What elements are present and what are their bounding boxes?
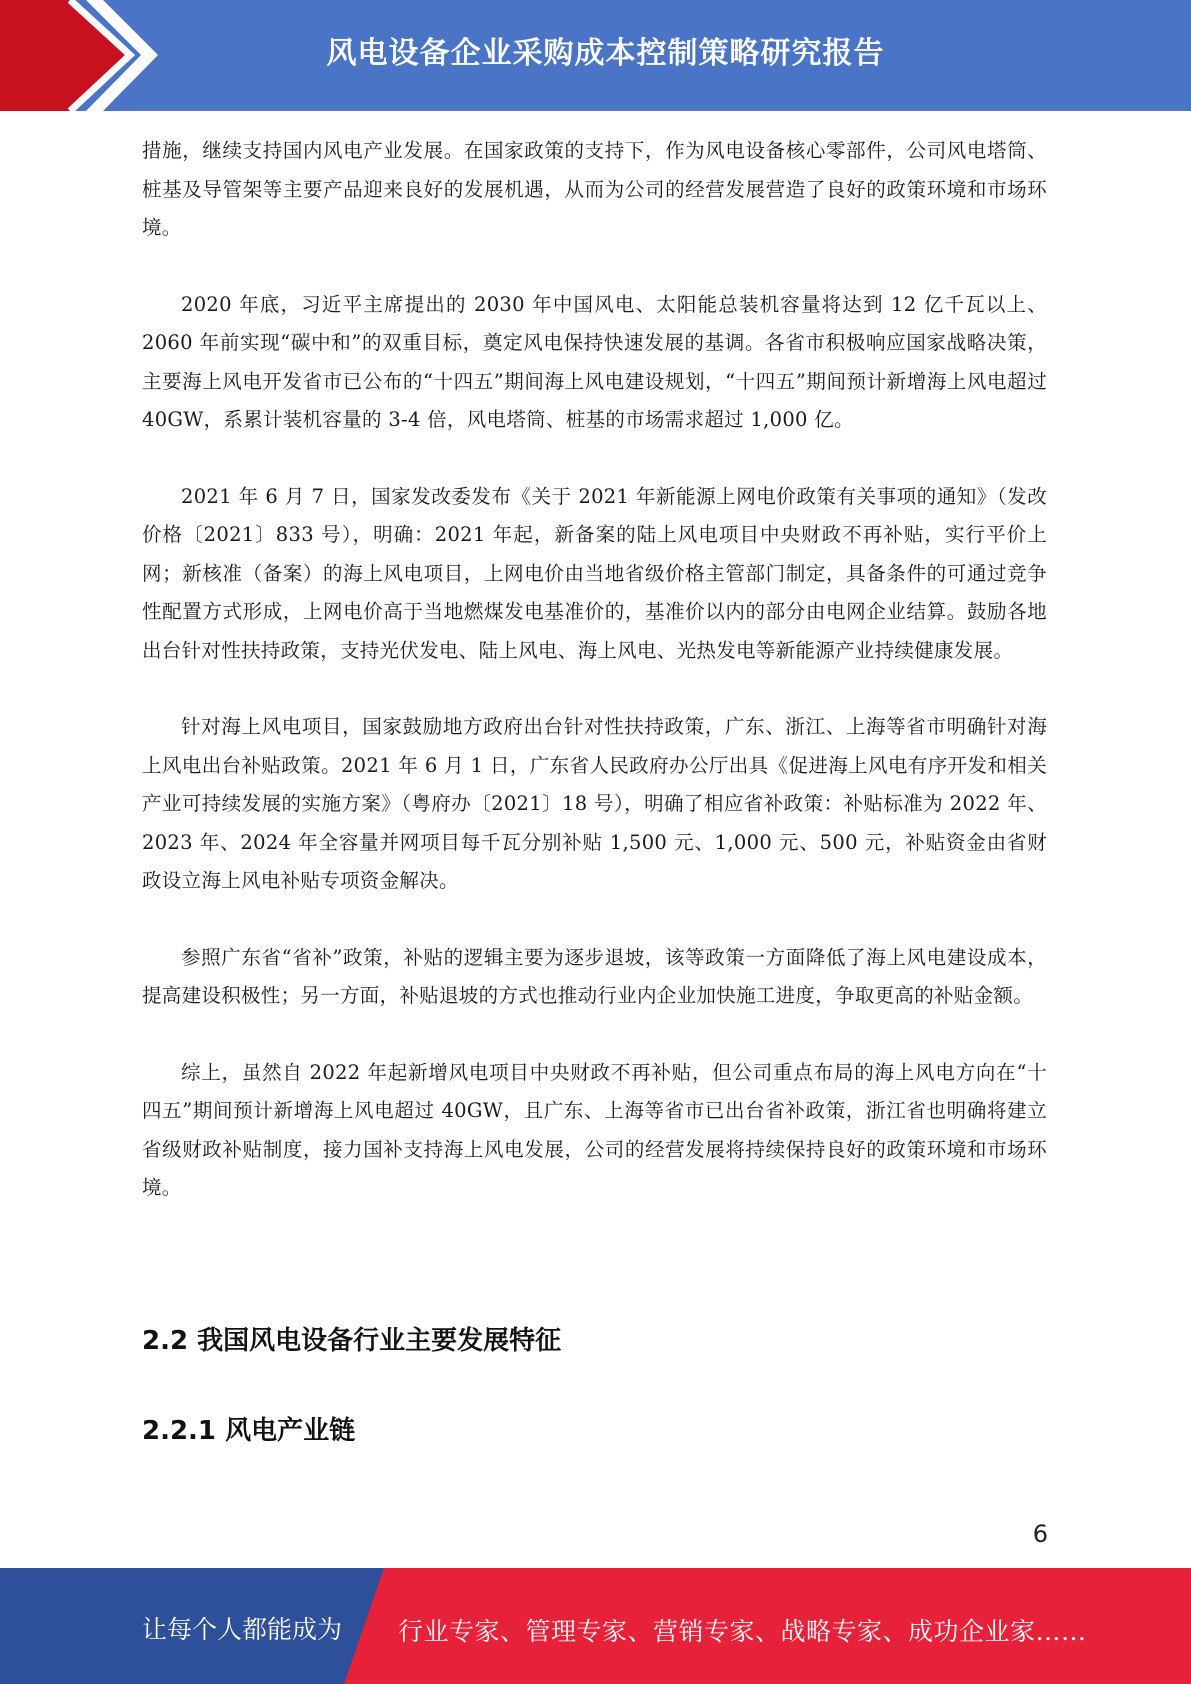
subsection-heading: 2.2.1 风电产业链 [142, 1416, 356, 1446]
paragraph: 针对海上风电项目，国家鼓励地方政府出台针对性扶持政策，广东、浙江、上海等省市明确针对海上风电出台补贴政策。2021 年 6 月 1 日，广东省人民政府办公厅出具《促进海上风电有序开发和相关产业可持续发展的实施方案》（粤府办〔2021〕18 号），明确了相应省补政策：补贴标准为 2022 年、2023 年、2024 年全容量并网项目每千瓦分别补贴 1,500 元、1,000 元、500 元，补贴资金由省财政设立海上风电补贴专项资金解决。 [142, 715, 1047, 892]
paragraph: 2021 年 6 月 7 日，国家发改委发布《关于 2021 年新能源上网电价政策有关事项的通知》（发改价格〔2021〕833 号），明确：2021 年起，新备案的陆上风电项目中央财政不再补贴，实行平价上网；新核准（备案）的海上风电项目，上网电价由当地省级价格主管部门制定，具备条件的可通过竞争性配置方式形成，上网电价高于当地燃煤发电基准价的，基准价以内的部分由电网企业结算。鼓励各地出台针对性扶持政策，支持光伏发电、陆上风电、海上风电、光热发电等新能源产业持续健康发展。 [142, 484, 1047, 662]
body-content [142, 132, 1047, 1246]
paragraph: 综上，虽然自 2022 年起新增风电项目中央财政不再补贴，但公司重点布局的海上风电方向在“十四五”期间预计新增海上风电超过 40GW，且广东、上海等省市已出台省补政策，浙江省也明确将建立省级财政补贴制度，接力国补支持海上风电发展，公司的经营发展将持续保持良好的政策环境和市场环境。 [142, 1060, 1047, 1199]
page-footer [0, 1568, 1191, 1684]
paragraph: 参照广东省“省补”政策，补贴的逻辑主要为逐步退坡，该等政策一方面降低了海上风电建设成本，提高建设积极性；另一方面，补贴退坡的方式也推动行业内企业加快施工进度，争取更高的补贴金额。 [142, 945, 1047, 1007]
paragraph: 2020 年底，习近平主席提出的 2030 年中国风电、太阳能总装机容量将达到 12 亿千瓦以上、2060 年前实现“碳中和”的双重目标，奠定风电保持快速发展的基调。各省市积极响应国家战略决策，主要海上风电开发省市已公布的“十四五”期间海上风电建设规划，“十四五”期间预计新增海上风电超过 40GW，系累计装机容量的 3-4 倍，风电塔筒、桩基的市场需求超过 1,000 亿。 [142, 292, 1047, 431]
page-number: 6 [1032, 1520, 1048, 1548]
paragraph: 措施，继续支持国内风电产业发展。在国家政策的支持下，作为风电设备核心零部件，公司风电塔筒、桩基及导管架等主要产品迎来良好的发展机遇，从而为公司的经营发展营造了良好的政策环境和市场环境。 [142, 139, 1047, 239]
footer-slogan-right: 行业专家、管理专家、营销专家、战略专家、成功企业家…… [398, 1617, 1087, 1646]
footer-slogan-left: 让每个人都能成为 [142, 1615, 343, 1644]
page-header [0, 0, 1191, 111]
report-title: 风电设备企业采购成本控制策略研究报告 [326, 36, 885, 71]
section-heading: 2.2 我国风电设备行业主要发展特征 [142, 1326, 562, 1356]
